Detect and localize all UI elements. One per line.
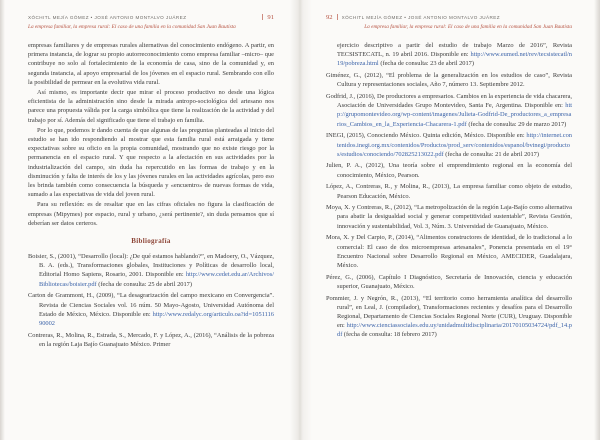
bibliography-link[interactable]: http://www.cedet.edu.ar/Archivos/Bibliotecas/boisier.pdf [39,271,274,288]
page-body [28,41,274,349]
bibliography-entry [326,294,572,340]
bib-text: Pérez, G., (2006), Capítulo I Diagnóstico, Secretaría de Innovación, ciencia y educación superior, Guanajuato, México. [326,273,572,290]
bib-text: (fecha de consulta: 23 de abril 2017) [378,60,475,68]
body-paragraph: Por lo que, podemos ir dando cuenta de que algunas de las preguntas planteadas al inicio del estudio se han ido respondiendo al mostrar que esta familia rural está arraigada y tiene expectativas sobre su oficio en la propia comunidad, mostrando que no existe riesgo por la permanencia en el espacio rural. Y que respecto a la afectación en sus actividades por la industrialización del campo, sin duda ha repercutido en las formas de trabajo y en la disminución y falta de interés de los y las jóvenes rurales en las actividades agrícolas, pero eso les brinda también como consecuencia la búsqueda y «encuentro» de nuevas formas de vida, sumado a las expectativas de vida del joven rural. [28,126,274,199]
head-divider [337,14,338,20]
bib-text: Boisier, S., (2001), “Desarrollo (local): ¿De qué estamos hablando?”, en Madoery, O., Vázquez, B. A. (eds.), Transformaciones globales, Instituciones y Políticas de desarrollo local, Editorial Homo Sapiens, Rosario, 2001. Disponible en: [28,253,274,279]
bibliography-link[interactable]: http://www.redalyc.org/articulo.oa?id=105111690002 [39,310,274,327]
running-head-left [28,13,274,21]
bib-text: Giménez, G., (2012), “El problema de la generalización en los estudios de caso”, Revista Cultura y representaciones sociales, Año 7, número 13. Septiembre 2012. [326,72,572,89]
bibliography-link[interactable]: http://www.eumed.net/rev/tecsistecatl/n19/pobreza.html [337,51,572,68]
bib-text: Moya, X. y Contreras, R., (2012), “La metropolización de la región Laja-Bajío como alternativa para abatir la desigualdad social y generar competitividad sustentable”, Revista Gestión, innovación y sustentabilidad, Vol. 3, Núm. 3. Universidad de Guanajuato, México. [326,204,572,230]
bibliography-entry [326,273,572,291]
bibliography-entry [326,203,572,231]
bib-text: (fecha de consulta: 29 de marzo 2017) [466,120,567,128]
bib-text: (fecha de consulta: 21 de abril 2017) [443,150,539,158]
bibliography-entry-continuation [326,41,572,69]
head-divider [262,14,263,20]
bibliography-entry [28,291,274,328]
page-body [326,41,572,340]
page-number: 91 [267,13,274,21]
body-paragraph: empresas familiares y de empresas rurales alternativas del conocimiento endógeno. A partir, en primera instancia, de lograr su propio autorreconocimiento como empresa familiar –micro– que contribuye no solo al fortalecimiento de la economía de casa, sino de la comunidad y, en segunda instancia, al apoyo empresarial de los jóvenes en el espacio rural. Sembrando con ello la posibilidad de permear en la evolutiva vida rural. [28,42,274,86]
bibliography-entry [28,252,274,289]
bibliography-link[interactable]: http://grupomontevideo.org/wp-content/imagenes/Julieta-Godfrid-De_productores_a_empresarios_Cambios_en_la_Experiencia-Chacarera-1.pdf [337,102,572,128]
bib-text: Carton de Grammont, H., (2009), “La desagrarización del campo mexicano en Convergencia”. Revista de Ciencias Sociales vol. 16 núm. 50 Mayo-Agosto, Universidad Autónoma del Estado de México, México. Disponible en: [28,292,274,318]
bib-text: (fecha de consulta: 18 febrero 2017) [342,331,437,339]
bibliography-entry [326,233,572,270]
bib-text: Contreras, R., Molina, R., Estrada, S., Mercado, F. y López, A., (2016), “Análisis de la pobreza en la región Laja Bajío Guanajuato México. Primer [28,331,274,348]
bib-text: Julien, P. A., (2012), Una teoría sobre el emprendimiento regional en la economía del conocimiento, México, Pearson. [326,162,572,179]
running-title: La empresa familiar, la empresa rural: El caso de una familia en la comunidad San Juan Bautista [364,24,572,30]
running-head-authors: XÓCHITL MEJÍA GÓMEZ • JOSÉ ANTONIO MONTALVO JUÁREZ [341,14,501,20]
bibliography-link[interactable]: http://www.cienciassociales.edu.uy/unidadmultidisciplinaria/20170105034724/pdf_14.pdf [337,322,572,339]
bib-text: Mora, X. y Del Carpio, P., (2014), “Alimentos constructores de identidad, de lo tradicional a lo comercial: El caso de dos microempresas artesanales”, Ponencia presentada en el 19° Encuentro Nacional sobre Desarrollo Regional en México, AMECIDER, Guadalajara, México. [326,234,572,269]
bib-text: López, A., Contreras, R., y Molina, R., (2013), La empresa familiar como objeto de estudio, Pearson Educación, México. [326,183,572,200]
bibliography-entry [326,182,572,200]
running-head-authors: XÓCHITL MEJÍA GÓMEZ • JOSÉ ANTONIO MONTALVO JUÁREZ [28,14,187,20]
body-paragraph: Para su reflexión: es de resaltar que en las cifras oficiales no figura la clasificación de empresas (Mipymes) por espacio, rural y urbano, ¿será pertinente?, sin duda pensamos que sí deberían ser datos certeros. [28,201,274,227]
bib-text: Pommier, J. y Negrón, R., (2013), “El territorio como herramienta analítica del desarrollo rural”, en Leal, J. (compilador), Transformaciones recientes y desafíos para el Desarrollo Regional, Departamento de Ciencias Sociales Regional Norte (CUR), Uruguay. Disponible en: [326,294,572,330]
bibliography-entry [28,331,274,349]
bib-text: Godfrid, J., (2016), De productores a empresarios. Cambios en la experiencia de vida chacarera, Asociación de Universidades Grupo Montevideo, Santa Fe, Argentina. Disponible en: [326,93,572,110]
bibliography-heading: Bibliografía [131,237,171,246]
bibliography-entry [326,92,572,129]
bib-text: INEGI, (2015), Conociendo México. Quinta edición, México. Disponible en: [326,132,527,140]
bibliography-entry [326,131,572,159]
body-paragraph: Así mismo, es importante decir que mirar el proceso productivo no desde una lógica eficientista de la administración sino desde la mirada antropo-sociológica del artesano nos parece una propuesta válida por la carga simbólica que tiene la realización de la actividad y del trabajo por sí. Además del significado que tiene el trabajo en familia. [28,89,274,124]
right-page [300,0,600,440]
bibliography-entry [326,161,572,179]
running-head-right [326,13,572,21]
bibliography-entry [326,71,572,89]
bibliography-link[interactable]: http://internet.contenidos.inegi.org.mx/contenidos/Productos/prod_serv/contenidos/espanol/bvinegi/productos/estudios/conociendo/702825213022.pdf [337,132,572,158]
bib-text: (fecha de consulta: 25 de abril 2017) [96,280,192,288]
bib-text: ejercicio descriptivo a partir del estudio de trabajo Marzo de 2016”, Revista TECSISTECATL, n. 19 abril 2016. Disponible en: [337,42,572,59]
running-title: La empresa familiar, la empresa rural: El caso de una familia en la comunidad San Juan Bautista [28,24,236,30]
page-number: 92 [326,13,333,21]
